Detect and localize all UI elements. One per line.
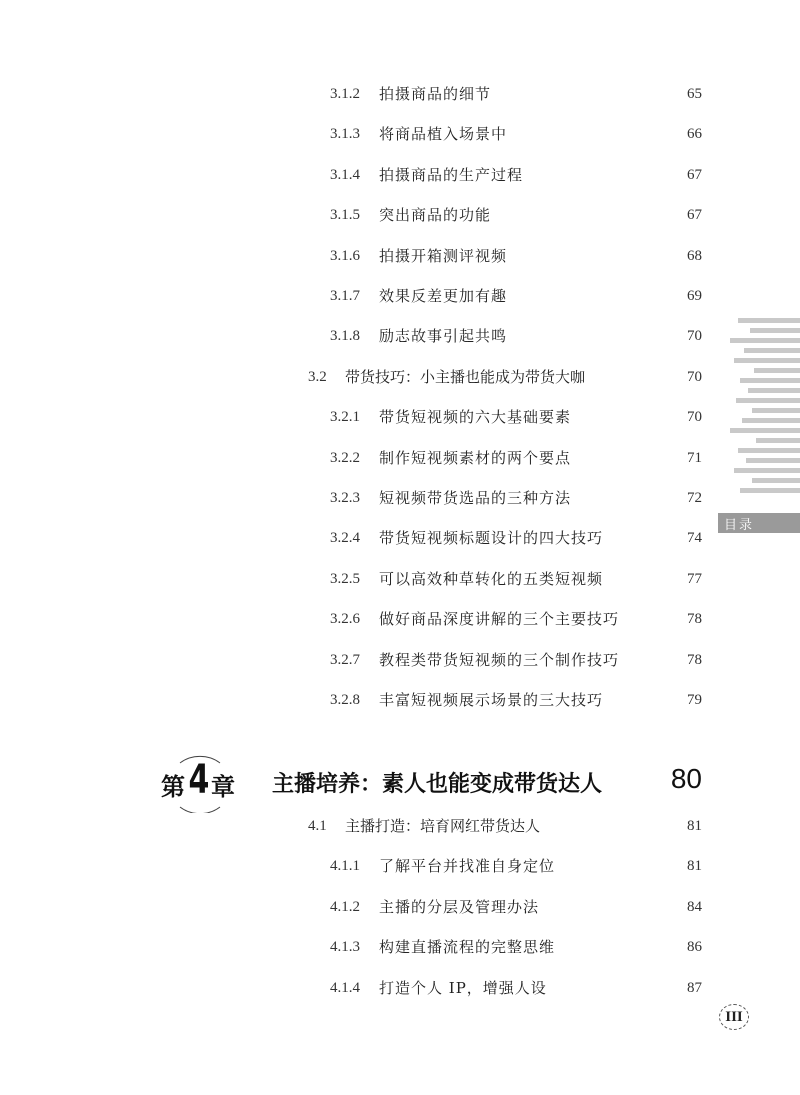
- toc-entry-page: 81: [687, 858, 702, 875]
- toc-entry-page: 77: [687, 570, 702, 587]
- toc-entry[interactable]: [0, 973, 800, 1003]
- chapter-heading[interactable]: [0, 755, 800, 815]
- toc-entry-number: 3.2.6: [330, 611, 360, 628]
- toc-entry-page: 67: [687, 207, 702, 224]
- toc-entry-number: 3.1.3: [330, 126, 360, 143]
- page-number: III: [719, 1004, 749, 1030]
- toc-entry-page: 84: [687, 898, 702, 915]
- toc-entry[interactable]: [0, 79, 800, 109]
- toc-entry[interactable]: [0, 160, 800, 190]
- toc-entry[interactable]: [0, 523, 800, 553]
- toc-entry-number: 4.1: [308, 818, 327, 834]
- stripe: [756, 438, 800, 443]
- toc-entry[interactable]: [0, 119, 800, 149]
- toc-entry-title: 可以高效种草转化的五类短视频: [379, 569, 604, 588]
- stripe: [740, 378, 800, 383]
- toc-entry-page: 69: [687, 288, 702, 304]
- toc-entry-title: 拍摄商品的细节: [379, 85, 492, 103]
- stripe: [752, 408, 800, 413]
- toc-entry-number: 3.2.4: [330, 530, 360, 547]
- toc-entry[interactable]: [0, 241, 800, 271]
- toc-entry-page: 79: [687, 692, 702, 708]
- chapter-page: 80: [670, 763, 702, 794]
- chapter-prefix: 第: [161, 772, 185, 801]
- toc-entry[interactable]: [0, 892, 800, 922]
- toc-entry-number: 3.2.1: [330, 409, 360, 426]
- toc-entry-title: 了解平台并找准自身定位: [379, 857, 556, 876]
- toc-entry[interactable]: [0, 645, 800, 675]
- toc-entry-number: 3.1.7: [330, 288, 360, 304]
- chapter-suffix: 章: [211, 772, 235, 801]
- toc-entry-title: 突出商品的功能: [379, 206, 492, 225]
- toc-entry-title: 带货短视频标题设计的四大技巧: [379, 529, 604, 548]
- toc-entry-page: 72: [687, 490, 702, 506]
- toc-entry-page: 70: [687, 328, 702, 345]
- toc-entry-title: 丰富短视频展示场景的三大技巧: [379, 691, 604, 709]
- toc-entry-title: 主播打造：培育网红带货达人: [345, 817, 541, 835]
- stripe: [746, 458, 800, 463]
- stripe: [738, 318, 800, 323]
- toc-entry-title: 励志故事引起共鸣: [379, 327, 508, 346]
- stripe: [740, 488, 800, 493]
- toc-entry-number: 3.1.5: [330, 207, 360, 224]
- toc-entry-page: 66: [687, 126, 702, 143]
- toc-entry-number: 3.1.8: [330, 328, 360, 345]
- toc-entry-title: 做好商品深度讲解的三个主要技巧: [379, 610, 620, 629]
- toc-entry[interactable]: [0, 564, 800, 594]
- side-stripes-decoration: [710, 318, 800, 498]
- toc-entry[interactable]: [0, 281, 800, 311]
- stripe: [754, 368, 800, 373]
- toc-entry-page: 81: [687, 818, 702, 834]
- stripe: [750, 328, 800, 333]
- toc-entry[interactable]: [0, 402, 800, 432]
- toc-entry-number: 3.1.2: [330, 86, 360, 102]
- toc-entry[interactable]: [0, 811, 800, 841]
- toc-entry-page: 70: [687, 368, 702, 385]
- toc-entry-number: 3.2.7: [330, 651, 360, 668]
- toc-entry-number: 3.2.3: [330, 490, 360, 506]
- toc-entry-number: 4.1.1: [330, 858, 360, 875]
- stripe: [738, 448, 800, 453]
- toc-entry-number: 3.1.6: [330, 247, 360, 264]
- toc-entry[interactable]: [0, 443, 800, 473]
- toc-entry-page: 65: [687, 86, 702, 102]
- toc-entry-page: 67: [687, 166, 702, 183]
- side-tab-toc[interactable]: [718, 513, 800, 533]
- chapter-number: 4: [188, 757, 210, 803]
- toc-entry[interactable]: [0, 483, 800, 513]
- stripe: [734, 358, 800, 363]
- stripe: [736, 398, 800, 403]
- toc-entry[interactable]: [0, 685, 800, 715]
- toc-entry-title: 短视频带货选品的三种方法: [379, 489, 572, 507]
- toc-entry-title: 构建直播流程的完整思维: [379, 938, 556, 957]
- toc-entry-title: 带货技巧：小主播也能成为带货大咖: [345, 367, 586, 386]
- toc-entry-title: 制作短视频素材的两个要点: [379, 448, 572, 467]
- toc-entry-number: 3.2.8: [330, 692, 360, 708]
- stripe: [744, 348, 800, 353]
- toc-entry-title: 将商品植入场景中: [379, 125, 508, 144]
- toc-entry[interactable]: [0, 200, 800, 230]
- toc-entry-page: 68: [687, 247, 702, 264]
- toc-entry-title: 效果反差更加有趣: [379, 287, 508, 305]
- toc-entry-page: 78: [687, 611, 702, 628]
- toc-entry-title: 拍摄商品的生产过程: [379, 165, 524, 184]
- toc-entry-title: 拍摄开箱测评视频: [379, 246, 508, 265]
- toc-entry-number: 3.2.2: [330, 449, 360, 466]
- chapter-badge: [155, 755, 245, 813]
- stripe: [742, 418, 800, 423]
- toc-entry-page: 87: [687, 979, 702, 996]
- toc-entry-number: 4.1.3: [330, 939, 360, 956]
- stripe: [752, 478, 800, 483]
- toc-entry[interactable]: [0, 851, 800, 881]
- toc-entry[interactable]: [0, 932, 800, 962]
- toc-entry-number: 4.1.4: [330, 979, 360, 996]
- side-tab-label: 目录: [724, 518, 755, 533]
- stripe: [730, 338, 800, 343]
- chapter-title: 主播培养：素人也能变成带货达人: [272, 772, 603, 797]
- toc-entry-page: 78: [687, 651, 702, 668]
- toc-entry-page: 74: [687, 530, 702, 547]
- toc-entry-page: 70: [687, 409, 702, 426]
- toc-entry-page: 86: [687, 939, 702, 956]
- toc-entry[interactable]: [0, 362, 800, 392]
- toc-entry-title: 教程类带货短视频的三个制作技巧: [379, 650, 620, 669]
- stripe: [734, 468, 800, 473]
- toc-entry-title: 主播的分层及管理办法: [379, 897, 540, 916]
- stripe: [730, 428, 800, 433]
- toc-entry-number: 3.2: [308, 368, 327, 385]
- toc-entry[interactable]: [0, 604, 800, 634]
- toc-entry-page: 71: [687, 449, 702, 466]
- toc-entry-title: 打造个人 IP，增强人设: [379, 978, 547, 997]
- toc-entry-number: 4.1.2: [330, 898, 360, 915]
- stripe: [748, 388, 800, 393]
- toc-entry-title: 带货短视频的六大基础要素: [379, 408, 572, 427]
- toc-entry-number: 3.2.5: [330, 570, 360, 587]
- toc-entry[interactable]: [0, 321, 800, 351]
- toc-entry-number: 3.1.4: [330, 166, 360, 183]
